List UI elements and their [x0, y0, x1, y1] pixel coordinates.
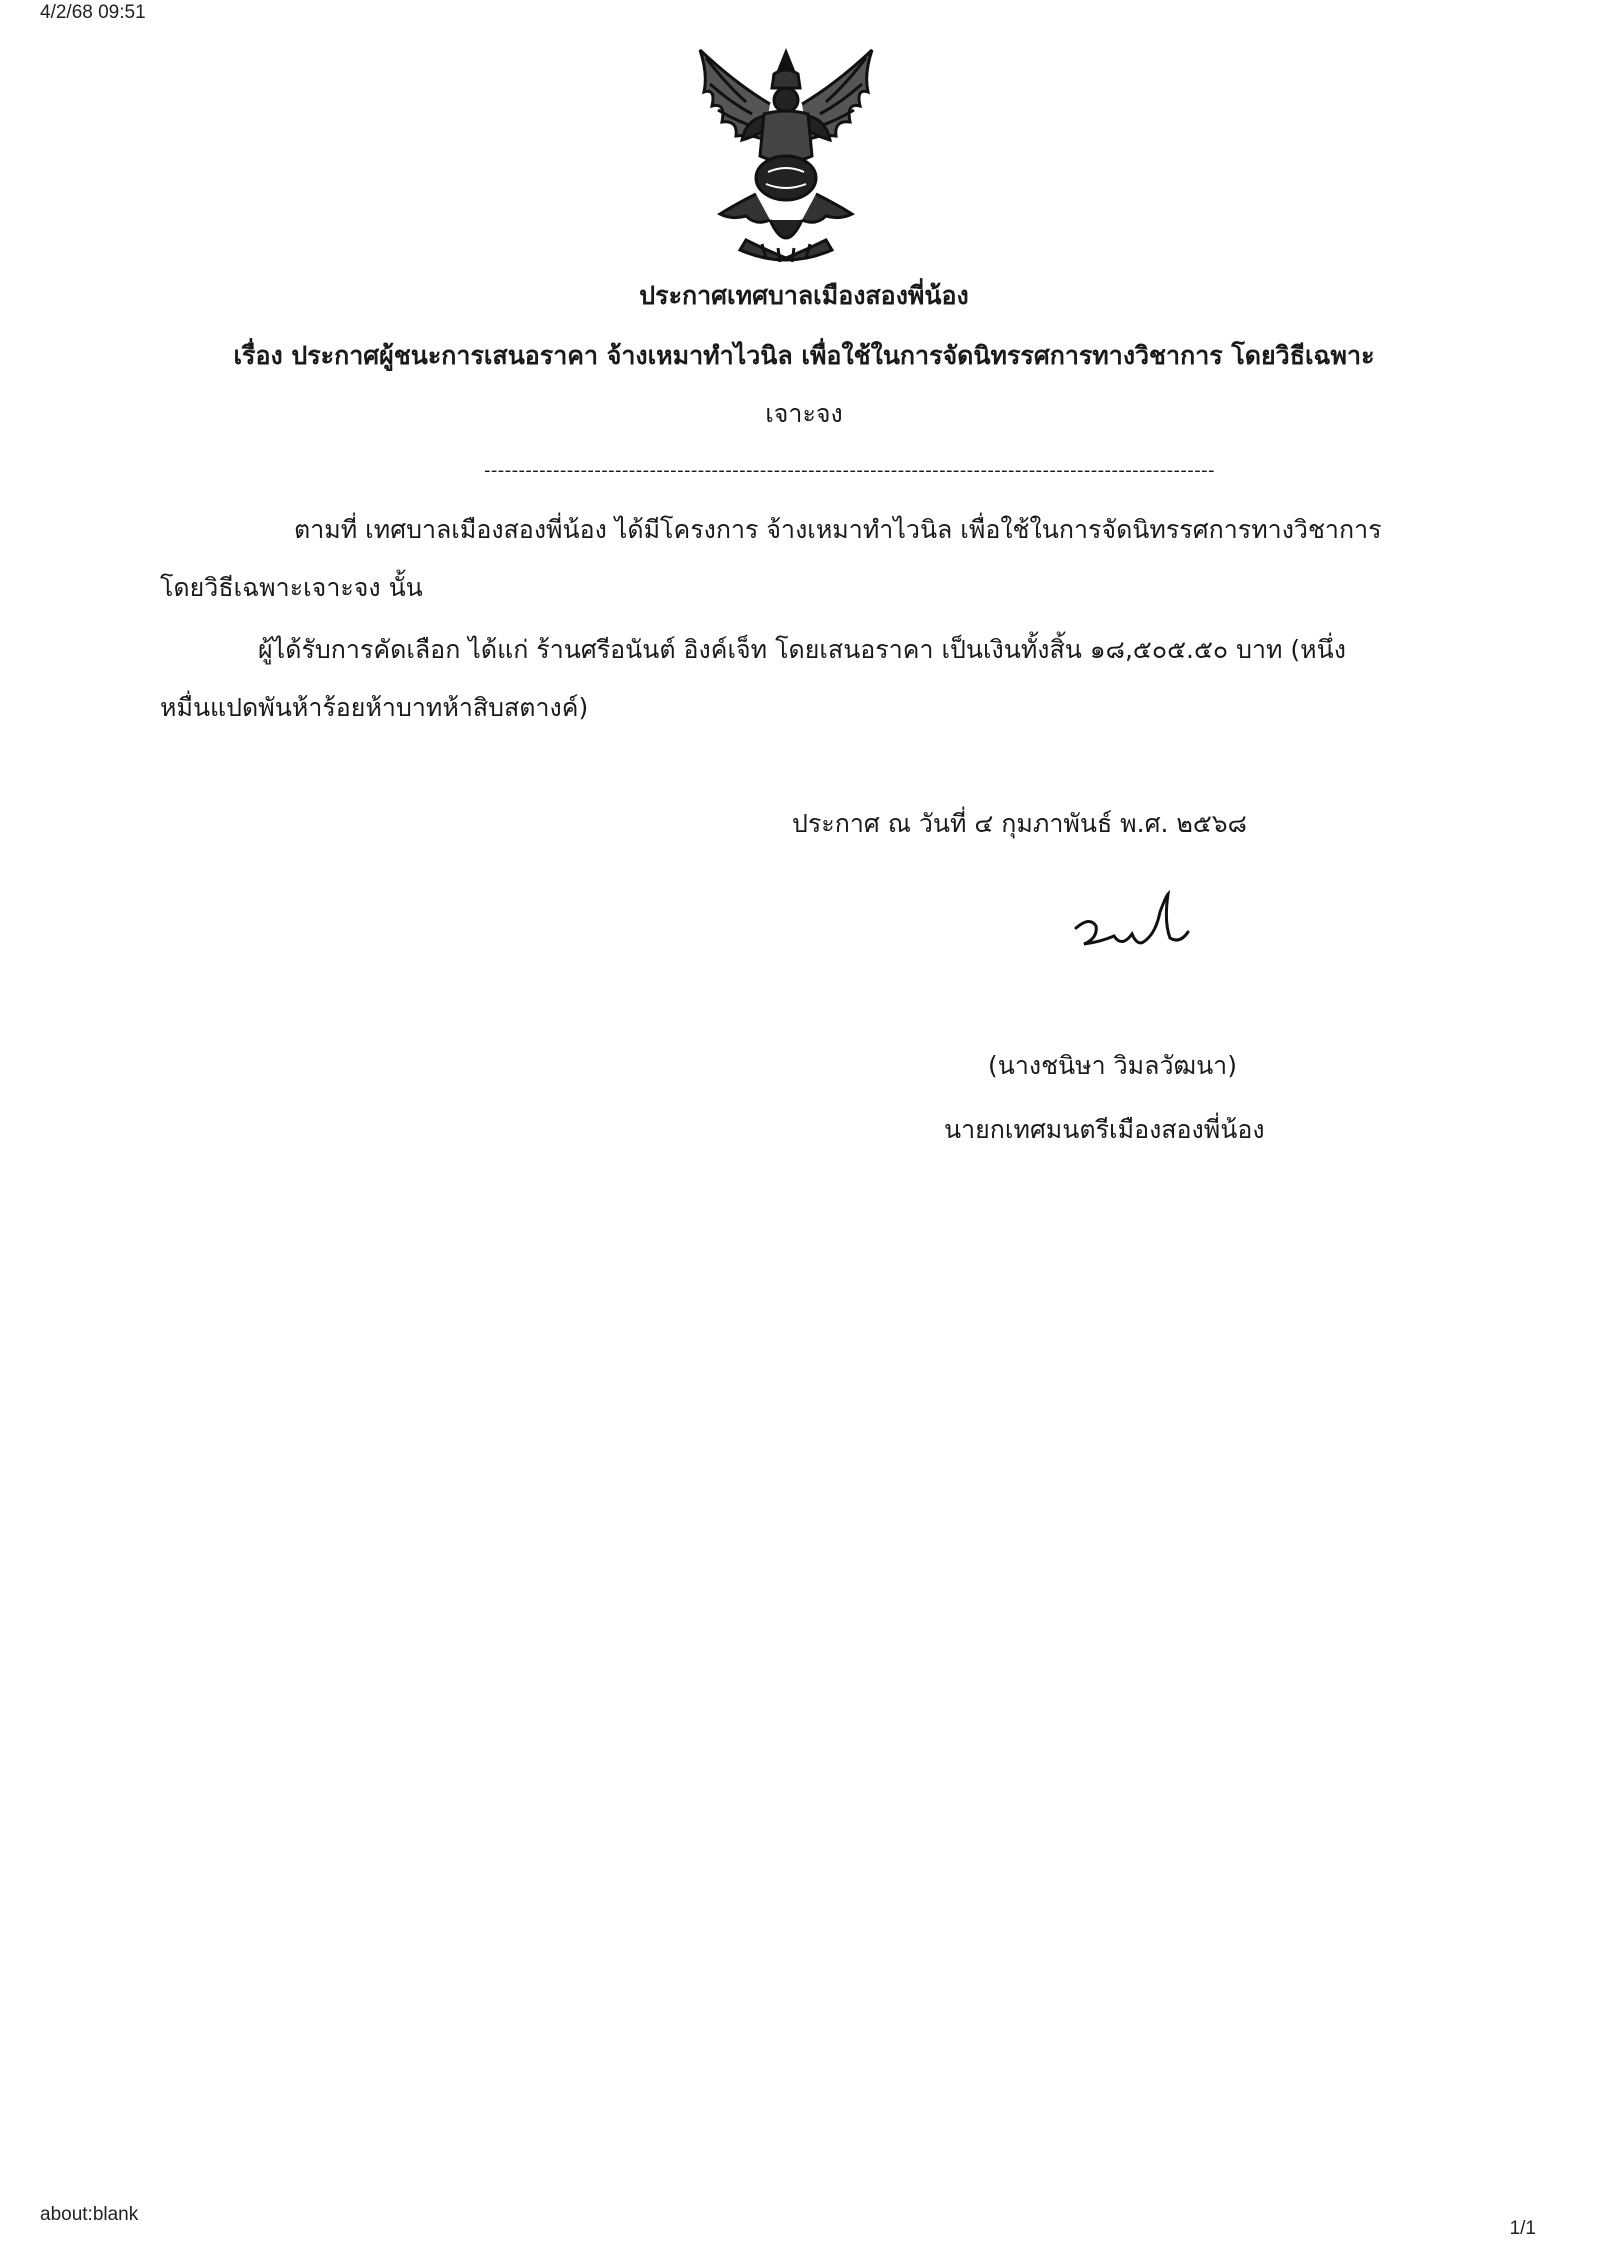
document-title: ประกาศเทศบาลเมืองสองพี่น้อง — [639, 281, 969, 310]
signer-title: นายกเทศมนตรีเมืองสองพี่น้อง — [944, 1115, 1265, 1144]
separator-line: ---------------------------------------------------------------------------------------------------------- — [484, 460, 1215, 481]
garuda-emblem-icon — [686, 44, 886, 270]
paragraph-1-line-2: โดยวิธีเฉพาะเจาะจง นั้น — [160, 573, 423, 602]
document-subject-continued: เจาะจง — [765, 399, 843, 428]
print-timestamp: 4/2/68 09:51 — [40, 2, 146, 23]
paragraph-2-line-1: ผู้ได้รับการคัดเลือก ได้แก่ ร้านศรีอนันต์ อิงค์เจ็ท โดยเสนอราคา เป็นเงินทั้งสิ้น ๑๘,๕๐๕.๕๐ บาท (หนึ่ง — [258, 635, 1346, 664]
announcement-date: ประกาศ ณ วันที่ ๔ กุมภาพันธ์ พ.ศ. ๒๕๖๘ — [792, 809, 1247, 838]
signer-name: (นางชนิษา วิมลวัฒนา) — [988, 1051, 1237, 1080]
signature-icon — [1070, 892, 1200, 972]
document-subject: เรื่อง ประกาศผู้ชนะการเสนอราคา จ้างเหมาทำไวนิล เพื่อใช้ในการจัดนิทรรศการทางวิชาการ โดยวิธีเฉพาะ — [233, 341, 1375, 370]
paragraph-2-line-2: หมื่นแปดพันห้าร้อยห้าบาทห้าสิบสตางค์) — [160, 693, 589, 722]
page-number: 1/1 — [1509, 2218, 1536, 2239]
print-url: about:blank — [40, 2204, 139, 2225]
paragraph-1-line-1: ตามที่ เทศบาลเมืองสองพี่น้อง ได้มีโครงการ จ้างเหมาทำไวนิล เพื่อใช้ในการจัดนิทรรศการทางวิชาการ — [294, 515, 1382, 544]
